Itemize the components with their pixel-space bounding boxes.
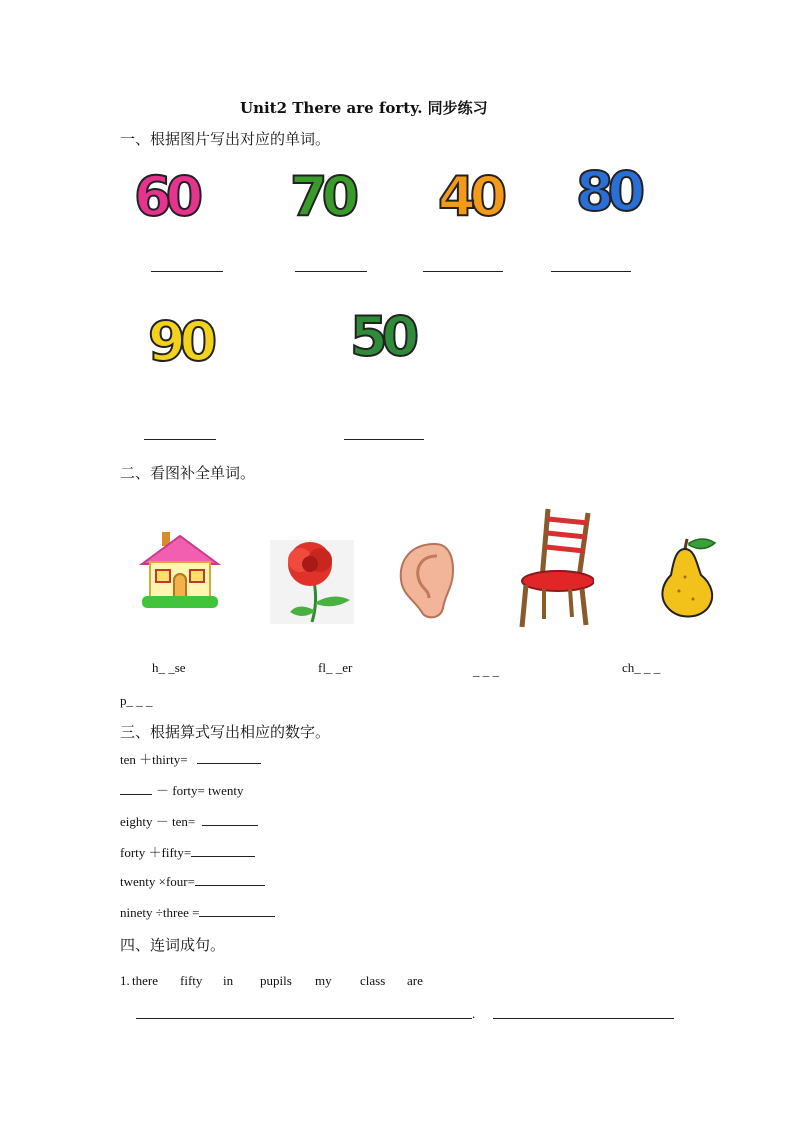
equation-text: ten ＋thirty= — [120, 752, 191, 767]
word-tile: there — [132, 973, 158, 988]
sentence-period: . — [472, 1006, 476, 1021]
answer-blank[interactable] — [199, 904, 275, 917]
equation-text: twenty ×four= — [120, 874, 195, 889]
word-tile: are — [407, 973, 423, 988]
word-tile: fifty — [180, 973, 203, 988]
number-60-image: 60 — [134, 165, 198, 228]
hint-house: h_ _se — [152, 660, 186, 675]
answer-line[interactable] — [144, 439, 216, 440]
chair-icon — [518, 505, 594, 631]
number-40-image: 40 — [438, 165, 502, 228]
answer-blank[interactable] — [191, 844, 255, 857]
equation-1 — [120, 749, 261, 768]
hint-ear: _ _ _ — [473, 663, 499, 678]
equation-5 — [120, 873, 265, 890]
ear-icon — [395, 540, 459, 620]
section4-heading: 四、连词成句。 — [120, 936, 226, 954]
number-90-image: 90 — [148, 310, 212, 373]
house-icon — [138, 530, 222, 614]
answer-blank[interactable] — [120, 782, 152, 795]
pear-icon — [655, 535, 719, 619]
equation-text: － forty= twenty — [156, 783, 244, 798]
number-70-image: 70 — [290, 165, 354, 228]
hint-chair: ch_ _ _ — [622, 660, 661, 675]
sentence-answer-line[interactable] — [136, 1018, 472, 1019]
equation-text: forty ＋fifty= — [120, 845, 192, 860]
number-50-image: 50 — [350, 305, 414, 368]
word-tile: pupils — [260, 973, 292, 988]
equation-2 — [120, 780, 243, 799]
answer-line[interactable] — [151, 271, 223, 272]
section3-heading: 三、根据算式写出相应的数字。 — [120, 723, 331, 741]
equation-4 — [120, 842, 255, 861]
hint-pear: p_ _ _ — [120, 693, 153, 708]
answer-line[interactable] — [295, 271, 367, 272]
question-number: 1. — [120, 973, 130, 988]
answer-line[interactable] — [344, 439, 424, 440]
number-80-image: 80 — [576, 160, 640, 223]
section1-heading: 一、根据图片写出对应的单词。 — [120, 130, 331, 148]
equation-3 — [120, 811, 258, 830]
word-tile: in — [223, 973, 234, 988]
translation-answer-line[interactable] — [493, 1018, 674, 1019]
flower-icon — [270, 540, 354, 624]
answer-blank[interactable] — [197, 751, 261, 764]
equation-text: eighty － ten= — [120, 814, 199, 829]
word-tile: class — [360, 973, 386, 988]
equation-6 — [120, 904, 275, 921]
answer-line[interactable] — [423, 271, 503, 272]
hint-flower: fl_ _er — [318, 660, 353, 675]
answer-blank[interactable] — [195, 873, 265, 886]
word-tile: my — [315, 973, 332, 988]
answer-line[interactable] — [551, 271, 631, 272]
answer-blank[interactable] — [202, 813, 258, 826]
page-title: Unit2 There are forty. 同步练习 — [240, 99, 488, 117]
equation-text: ninety ÷three = — [120, 905, 200, 920]
section2-heading: 二、看图补全单词。 — [120, 464, 256, 482]
